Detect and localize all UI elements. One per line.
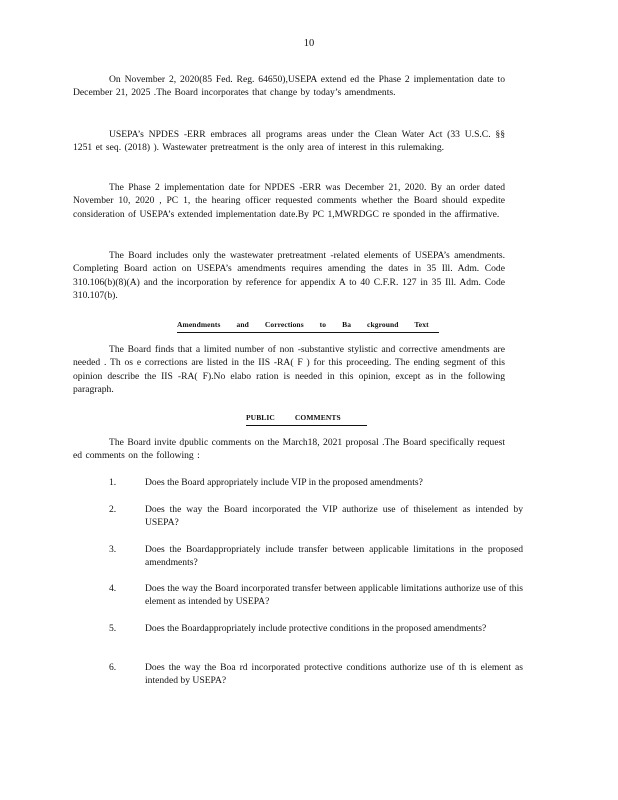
paragraph-board-includes: The Board includes only the wastewater pretreatment -related elements of USEPA’s amendments. Completing Board action on USEPA’s amendments requires amending the dates in 35 Ill. Adm. Code 310.106(b)(8)(A) and the incorporation by reference for appendix A to 40 C.F.R. 127 in 35 Ill. Adm. Code 310.107(b). bbox=[73, 250, 505, 301]
paragraph-phase2-extension: On November 2, 2020(85 Fed. Reg. 64650),USEPA extend ed the Phase 2 implementation date to December 21, 2025 .The Board incorporates that change by today’s amendments. bbox=[73, 74, 505, 99]
section-heading-public-comments: PUBLIC COMMENTS bbox=[246, 411, 367, 426]
paragraph-public-comments: The Board invite dpublic comments on the March18, 2021 proposal .The Board specifically request ed comments on the following : bbox=[73, 437, 505, 462]
question-text: Does the Boardappropriately include transfer between applicable limitations in the proposed amendments? bbox=[145, 544, 523, 569]
page-number: 10 bbox=[303, 38, 315, 49]
question-text: Does the Boardappropriately include protective conditions in the proposed amendments? bbox=[145, 623, 487, 634]
question-text: Does the Board appropriately include VIP in the proposed amendments? bbox=[145, 477, 423, 488]
paragraph-npdes-err-scope: USEPA’s NPDES -ERR embraces all programs areas under the Clean Water Act (33 U.S.C. §§ 1251 et seq. (2018) ). Wastewater pretreatment is the only area of interest in this rulemaking. bbox=[73, 129, 505, 154]
paragraph-corrections: The Board finds that a limited number of non -substantive stylistic and corrective amendments are needed . Th os e corrections are listed in the IIS -RA( F ) for this proceeding. The ending segment of this opinion describe the IIS -RA( F).No elabo ration is needed in this opinion, except as in the following paragraph. bbox=[73, 344, 505, 395]
section-heading-amendments: Amendments and Corrections to Ba ckground Text bbox=[177, 318, 439, 333]
question-text: Does the way the Board incorporated transfer between applicable limitations authorize use of this element as intended by USEPA? bbox=[145, 583, 523, 608]
paragraph-implementation-date: The Phase 2 implementation date for NPDES -ERR was December 21, 2020. By an order dated November 10, 2020 , PC 1, the hearing officer requested comments whether the Board should expedite consideration of USEPA’s extended implementation date.By PC 1,MWRDGC re sponded in the affirmative. bbox=[73, 182, 505, 220]
question-number: 1. bbox=[109, 477, 117, 488]
question-text: Does the way the Board incorporated the VIP authorize use of thiselement as intended by USEPA? bbox=[145, 504, 523, 529]
question-number: 3. bbox=[109, 544, 117, 555]
question-number: 4. bbox=[109, 583, 117, 594]
question-number: 5. bbox=[109, 623, 117, 634]
question-text: Does the way the Boa rd incorporated protective conditions authorize use of th is element as intended by USEPA? bbox=[145, 662, 523, 687]
question-number: 6. bbox=[109, 662, 117, 673]
question-number: 2. bbox=[109, 504, 117, 515]
